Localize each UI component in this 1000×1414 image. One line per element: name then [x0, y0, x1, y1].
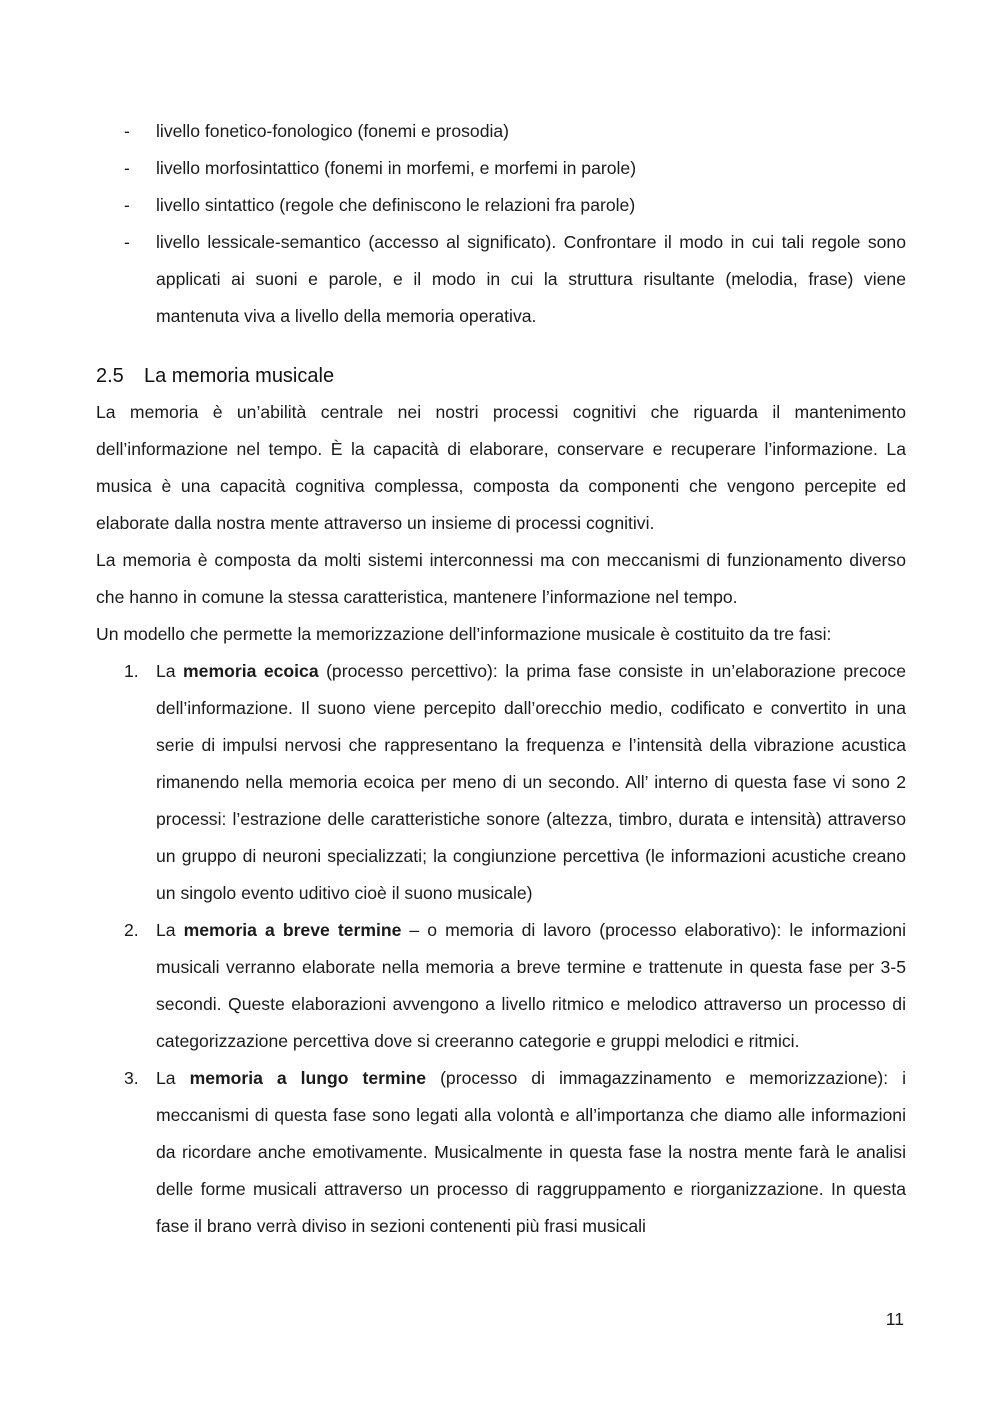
phase-term: memoria a lungo termine [189, 1068, 427, 1088]
list-item [96, 224, 906, 335]
phase-description: (processo di immagazzinamento e memorizzazione): i meccanismi di questa fase sono legati alla volontà e all’importanza che diamo alle informazioni da ricordare anche emotivamente. Musicalmente in questa fase la nostra mente farà le analisi delle forme musicali attraverso un processo di raggruppamento e riorganizzazione. In questa fase il brano verrà diviso in sezioni contenenti più frasi musicali [156, 1068, 907, 1236]
list-item-text: livello fonetico-fonologico (fonemi e prosodia) [156, 121, 510, 141]
phase-lead: La [156, 661, 184, 681]
list-item-text: livello lessicale-semantico (accesso al significato). Confrontare il modo in cui tali regole sono applicati ai suoni e parole, e il modo in cui la struttura risultante (melodia, frase) viene mantenuta viva a livello della memoria operativa. [156, 232, 906, 326]
list-item-text: livello sintattico (regole che definiscono le relazioni fra parole) [156, 195, 636, 215]
list-dash-marker: - [124, 232, 130, 252]
list-dash-marker: - [124, 121, 130, 141]
linguistic-levels-list [96, 113, 906, 335]
paragraph: La memoria è un’abilità centrale nei nostri processi cognitivi che riguarda il mantenimento dell’informazione nel tempo. È la capacità di elaborare, conservare e recuperare l’informazione. La musica è una capacità cognitiva complessa, composta da componenti che vengono percepite ed elaborate dalla nostra mente attraverso un insieme di processi cognitivi. [96, 402, 906, 533]
list-item [96, 1060, 906, 1245]
list-number-marker: 3. [124, 1068, 139, 1088]
phase-term: memoria ecoica [183, 661, 319, 681]
section-title: La memoria musicale [144, 365, 335, 387]
list-dash-marker: - [124, 158, 130, 178]
phase-term: memoria a breve termine [183, 920, 402, 940]
memory-phases-list [96, 653, 906, 1245]
section-heading [96, 358, 334, 394]
paragraph: La memoria è composta da molti sistemi interconnessi ma con meccanismi di funzionamento diverso che hanno in comune la stessa caratteristica, mantenere l’informazione nel tempo. [96, 550, 906, 607]
list-item [96, 150, 906, 187]
phase-description: – o memoria di lavoro (processo elaborativo): le informazioni musicali verranno elaborate nella memoria a breve termine e trattenute in questa fase per 3-5 secondi. Queste elaborazioni avvengono a livello ritmico e melodico attraverso un processo di categorizzazione percettiva dove si creeranno categorie e gruppi melodici e ritmici. [156, 920, 907, 1051]
list-number-marker: 1. [124, 661, 139, 681]
list-item [96, 113, 906, 150]
list-item [96, 653, 906, 912]
list-item-text: livello morfosintattico (fonemi in morfemi, e morfemi in parole) [156, 158, 637, 178]
section-number: 2.5 [96, 365, 124, 387]
list-item [96, 187, 906, 224]
section-body [96, 394, 906, 1245]
phase-lead: La [156, 920, 184, 940]
list-number-marker: 2. [124, 920, 139, 940]
list-item [96, 912, 906, 1060]
page-number: 11 [885, 1309, 904, 1329]
paragraph: Un modello che permette la memorizzazione dell’informazione musicale è costituito da tre fasi: [96, 624, 832, 644]
phase-lead: La [156, 1068, 190, 1088]
list-dash-marker: - [124, 195, 130, 215]
phase-description: (processo percettivo): la prima fase consiste in un’elaborazione precoce dell’informazione. Il suono viene percepito dall’orecchio medio, codificato e convertito in una serie di impulsi nervosi che rappresentano la frequenza e l’intensità della vibrazione acustica rimanendo nella memoria ecoica per meno di un secondo. All’ interno di questa fase vi sono 2 processi: l’estrazione delle caratteristiche sonore (altezza, timbro, durata e intensità) attraverso un gruppo di neuroni specializzati; la congiunzione percettiva (le informazioni acustiche creano un singolo evento uditivo cioè il suono musicale) [156, 661, 906, 903]
